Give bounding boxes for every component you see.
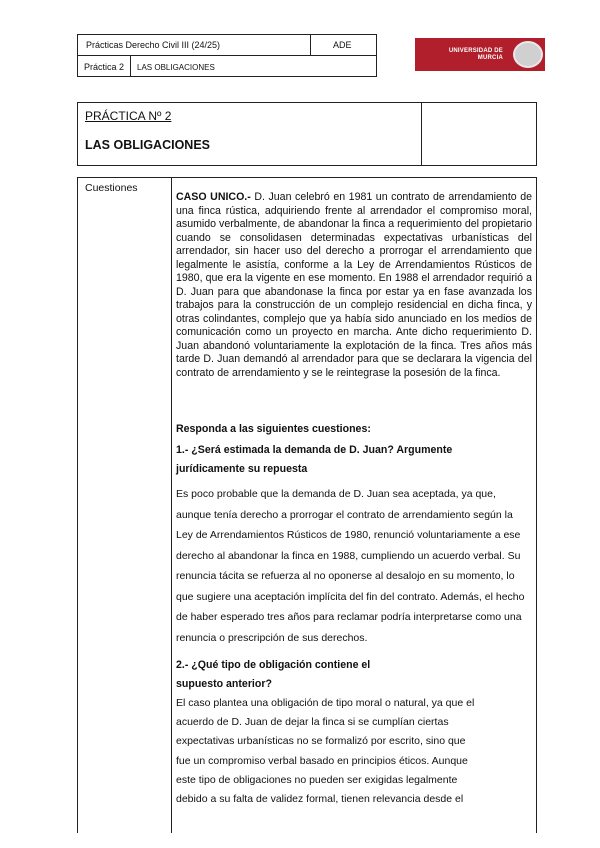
header-course-cell <box>77 34 311 56</box>
practice-title: LAS OBLIGACIONES <box>85 138 211 152</box>
question-2: 2.- ¿Qué tipo de obligación contiene el supuesto anterior? <box>176 659 371 690</box>
university-logo <box>415 38 545 71</box>
case-heading: CASO UNICO.- <box>176 191 251 203</box>
answer-1: Es poco probable que la demanda de D. Juan sea aceptada, ya que, aunque tenía derecho a prorrogar el contrato de arrendamiento según la Ley de Arrendamientos Rústicos de 1980, renunció voluntariamente a ese derecho al abandonar la finca en 1988, cumpliendo un acuerdo verbal. Su renuncia tácita se refuerza al no oponerse al desalojo en su momento, lo que sugiere una aceptación implícita del fin del contrato. Además, el hecho de haber esperado tres años para reclamar podría interpretarse como una renuncia o prescripción de sus derechos. <box>176 488 525 644</box>
header-practice-num-cell <box>77 55 131 77</box>
degree-label: ADE <box>333 40 352 50</box>
logo-text: UNIVERSIDAD DE MURCIA <box>448 47 503 61</box>
questions-prompt: Responda a las siguientes cuestiones: <box>176 423 371 435</box>
university-seal-icon <box>513 41 543 68</box>
course-title: Prácticas Derecho Civil III (24/25) <box>86 40 221 50</box>
practice-number-title: PRÁCTICA Nº 2 <box>85 109 172 123</box>
case-text <box>176 191 532 380</box>
header-practice-name-cell <box>130 55 377 77</box>
practice-name: LAS OBLIGACIONES <box>137 63 215 72</box>
answer-2: El caso plantea una obligación de tipo moral o natural, ya que el acuerdo de D. Juan de dejar la finca si se cumplían ciertas expectativas urbanísticas no se formalizó por escrito, sino que fue un compromiso verbal basado en principios éticos. Aunque este tipo de obligaciones no pueden ser exigidas legalmente debido a su falta de validez formal, tienen relevancia desde el <box>176 697 475 806</box>
case-body: D. Juan celebró en 1981 un contrato de arrendamiento de una finca rústica, adquiriendo frente al arrendador el compromiso moral, asumido verbalmente, de abandonar la finca a requerimiento del propietario cuando se consolidasen determinadas expectativas urbanísticas del arrendador, sin hacer uso del derecho a prorrogar el arrendamiento que legalmente le asistía, conforme a la Ley de Arrendamientos Rústicos de 1980, que era la vigente en ese momento. En 1988 el arrendador requirió a D. Juan para que abandonase la finca por estar ya en fase avanzada los trabajos para la construcción de un complejo residencial en dicha finca, y otras colindantes, complejo que ya había sido anunciado en los medios de comunicación como un proyecto en marcha. Ante dicho requerimiento D. Juan abandonó voluntariamente la explotación de la finca. Tres años más tarde D. Juan demandó al arrendador para que se declarara la vigencia del contrato de arrendamiento y se le reintegrase la posesión de la finca. <box>176 191 532 379</box>
header-degree-cell <box>310 34 377 56</box>
question-1: 1.- ¿Será estimada la demanda de D. Juan? Argumente jurídicamente su repuesta <box>176 444 453 475</box>
title-box-side <box>421 102 537 166</box>
title-box <box>77 102 422 166</box>
questions-label-cell <box>77 177 172 833</box>
practice-number: Práctica 2 <box>84 62 125 72</box>
questions-label: Cuestiones <box>85 182 138 194</box>
